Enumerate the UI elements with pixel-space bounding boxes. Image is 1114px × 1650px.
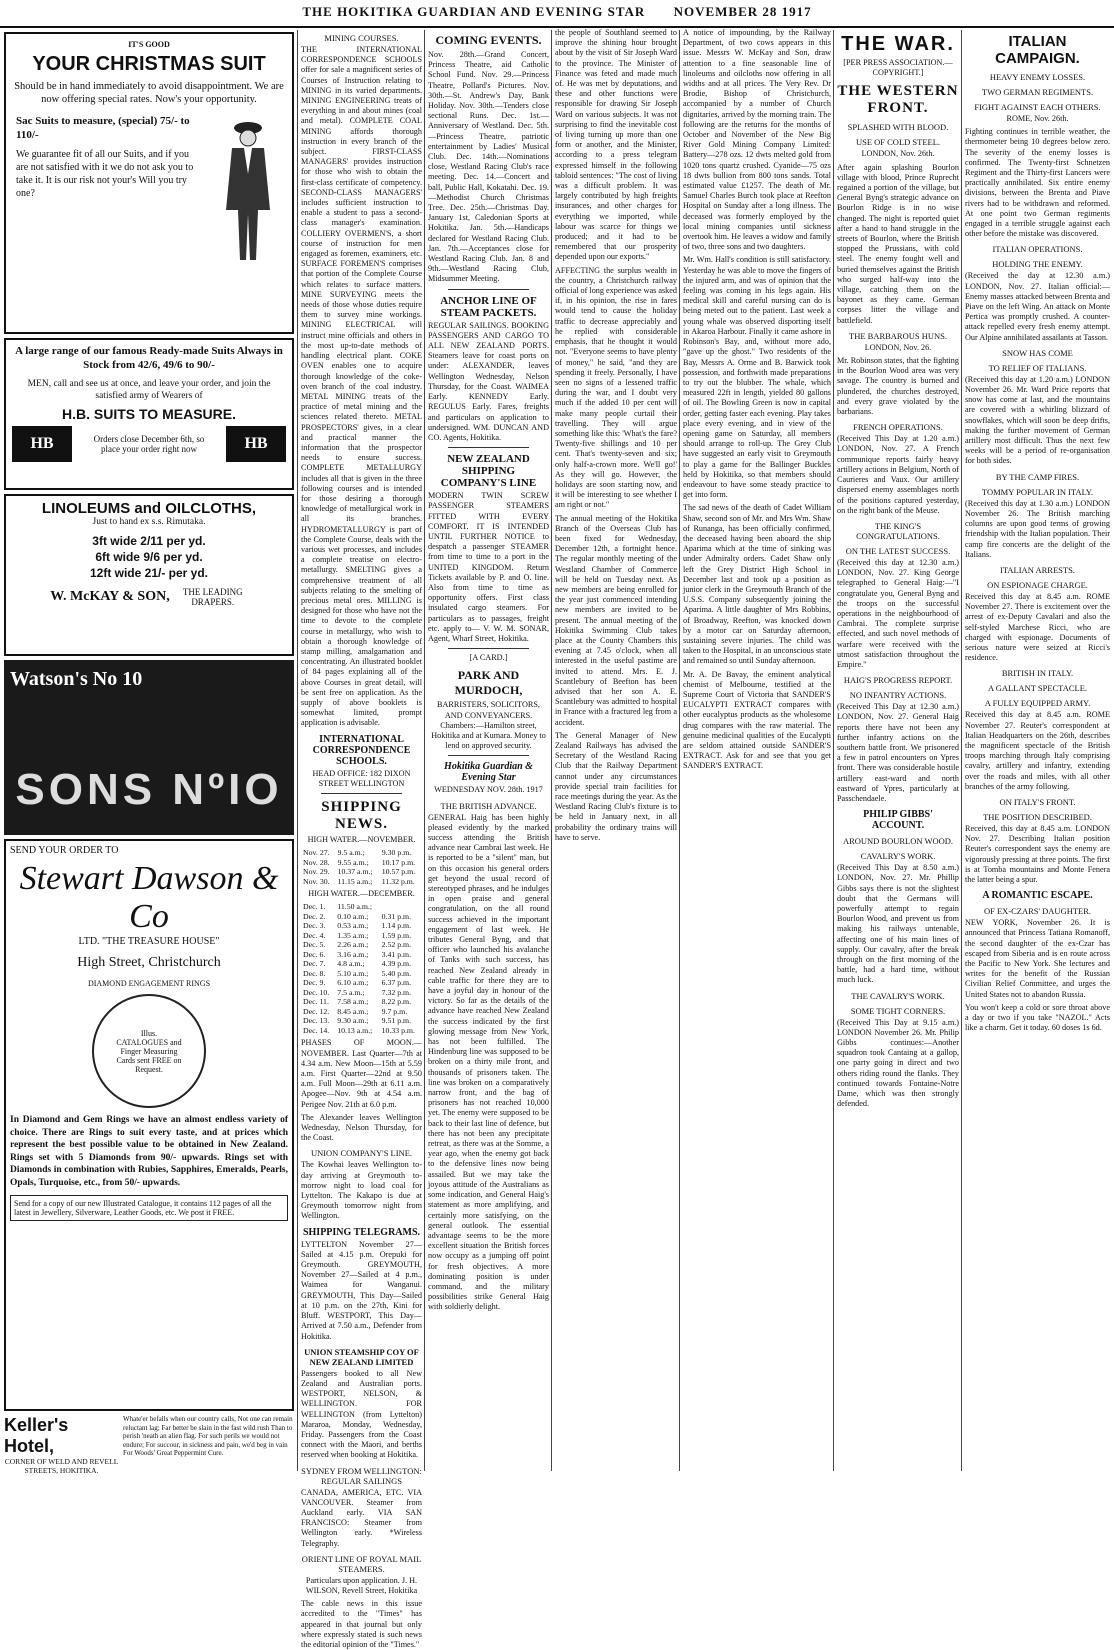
position-heading: THE POSITION DESCRIBED. — [983, 811, 1092, 822]
kings-body: (Received this day at 12.30 a.m.) LONDON, Nov. 27. King George telegraphed to General Haig:—"I congratulate you, General Byng and the troops on the successful operations in the neighbourhood of Cambrai. The complete surprise effected, and such novel methods of warfare were received with the utmost satisfaction throughout the Empire." — [837, 557, 959, 669]
splashed-heading: SPLASHED WITH BLOOD. — [847, 122, 949, 133]
send-order-text: SEND YOUR ORDER TO — [10, 845, 119, 856]
french-ops-body: (Received This Day at 1.20 a.m.) LONDON, Nov. 27. A French communique reports fairly heavy artillery actions in Belgium, North of Caurieres and Vaux. Our artillery dispersed enemy assemblages north of the positions captured yesterday, on the right bank of the Meuse. — [837, 434, 959, 515]
hb-suit-advert — [4, 32, 294, 334]
column-5 — [683, 28, 831, 1473]
mckay-name: W. McKAY & SON, — [50, 589, 170, 604]
linoleum-sub: Just to hand ex s.s. Rimutaka. — [92, 517, 206, 527]
tide-cell: 3.41 p.m. — [381, 949, 412, 959]
tide-row — [301, 988, 422, 998]
mckay-sub: THE LEADING DRAPERS. — [182, 587, 243, 607]
tide-cell: Nov. 28. — [303, 857, 330, 867]
tide-row — [301, 969, 422, 979]
cavalry-work-heading: THE CAVALRY'S WORK. — [851, 990, 945, 1001]
tide-cell: 7.32 p.m. — [381, 987, 412, 997]
tide-cell: Dec. 8. — [303, 968, 326, 978]
tide-cell: 10.33 p.m. — [381, 1025, 415, 1035]
park-murdoch-heading: PARK AND MURDOCH, — [454, 668, 523, 698]
mining-courses-text: THE INTERNATIONAL CORRESPONDENCE SCHOOLS offer for sale a magnificent series of Courses of Instruction relating to MINING in its varied departments. MINING ENGINEERING treats of everything in and about mines (coal and metal). COMPLETE COAL MINING affords thorough instruction in every branch of the subject. FIRST-CLASS MANAGERS' provides instruction for those who wish to obtain the first-class certificate of competency. SECOND-CLASS MANAGERS' includes sufficient instruction to enable a student to pass a second-class manager's examination. COLLIERY OVERMEN'S, a short course of instruction for men engaged as foremen, examiners, etc. SURFACE FOREMEN'S comprises that portion of the Complete Course which relates to surface matters. MINE SURVEYING meets the needs of those whose duties require them to survey mine workings. MINING ELECTRICAL will instruct mine officials and others in the most up-to-date methods of handling electrical plant. COKE OVEN enables one to acquire thorough knowledge of the coke-oven branch of the coal industry. METAL MINING treats of the practice of metal mining and the sciences related thereto. METAL PROSPECTORS' gives, in a clear and practical manner the information that the prospector needs to ensure success. COMPLETE METALLURGY includes all that is given in the three following courses and is intended for those desiring a thorough knowledge of metallurgical work in all its branches. HYDROMETALLURGY is part of the Complete Course, deals with the various wet processes, and includes a complete treatise on electro-metallurgy. SMELTING gives a comprehensive treatment of all subjects relating to the smelting of precious metal ores. MILLING is designed for those who have not the time to devote to the complete course in metallurgy, who wish to obtain a thorough knowledge of stamp milling, amalgamation and concentrating. An illustrated booklet of 84 pages explaining all of the above Courses in great detail, will be sent free on application. As the supply of above booklets is somewhat limited, prompt application is advisable. — [301, 45, 422, 728]
tide-cell: 9.7 p.m. — [381, 1006, 408, 1016]
local-news-c: The annual meeting of the Hokitika Branch of the Overseas Club has been fixed for Wednesday, December 12th, a fortnight hence. The regular monthly meeting of the Westland Chamber of Commerce will be held on Tuesday next. As new members are being enrolled for the year just commenced intending new members are invited to be present. The annual meeting of the Hokitika Swimming Club takes place at the County Chambers this evening at 7.45 o'clock, when all interested in the useful pastime are invited to attend. Mrs. E. J. Scantlebury of Beefton has been advised that her son A. E. Scantlebury was admitted to hospital in France with a fractured leg from a accident. — [555, 513, 677, 727]
tide-cell: 11.50 a.m.; — [337, 902, 373, 912]
tailor-figure-illustration — [212, 114, 284, 264]
italian-body-g: Received, this day at 8.45 a.m. LONDON Nov. 27. Describing Italian position Reuter's correspondent says the enemy are vigorously pressing at three points. The first is at Tomba mountains and Monte Fenera the latter being a spur. — [965, 823, 1110, 884]
tide-cell: 6.37 p.m. — [381, 978, 412, 988]
suit-price: Sac Suits to measure, (special) 75/- to 110/- — [16, 115, 190, 141]
lino-price-row: 6ft wide 9/6 per yd. — [95, 550, 203, 564]
tide-cell: 5.40 p.m. — [381, 968, 412, 978]
editorial-a: the people of Southland seemed to improve the shining hour brought about by the visit of Sir Joseph Ward to the province. The Minister of Finance was feted and made much of. He was met by deputations, and these and other functions were responsible for drawing Sir Joseph Ward on various subjects. It was not surprising to find the inevitable cost of living turning up more than one form or another, and the Minister, according to a press telegram expressed himself in the following tabloid sentences: "The cost of living was a difficult problem. It was largely contributed by high freights insurances, and other charges for everything we imported, while labour was scarce for things we produced; and it had to be remembered that our prosperity depended upon our exports." — [555, 28, 677, 262]
tide-table-november — [301, 848, 422, 886]
card-label: [A CARD.] — [469, 653, 508, 663]
tide-cell: 6.10 a.m.; — [337, 978, 369, 988]
local-items-c: The sad news of the death of Cadet William Shaw, second son of Mr. and Mrs Wm. Shaw of Runanga, has been officially confirmed, the deceased having been aboard the ship Aparima which at the time of sinking was under Admiralty orders. Cadet Shaw only left the Grey District High School in December last and took up a position as junior clerk in the Greymouth Branch of the U.S.S. Company subsequently joining the Aparima. A little daughter of Mrs Robbins, of Broadway, Reefton, was knocked down by a motor car on Saturday afternoon, sustaining severe injuries. The child was taken to the Hospital, in an unconscious state and remained so until Sunday afternoon. — [683, 503, 831, 666]
orient-line-heading: ORIENT LINE OF ROYAL MAIL STEAMERS. — [301, 1553, 422, 1574]
italian-body-b: (Received the day at 12.30 a.m.) LONDON, Nov. 27. Italian official:—Enemy masses attacked between Brenta and Piave on the left Wing. An attack on Monte Pertica was promptly crushed. A counter-attack repelled every fresh enemy attempt. Our Alpine annihilated assailants at Tasson. — [965, 271, 1110, 342]
tide-cell: 10.57 p.m. — [381, 867, 416, 877]
rings-inner-text: Illus. CATALOGUES and Finger Measuring Cards sent FREE on Request. — [116, 1028, 182, 1074]
editorial-b: AFFECTING the surplus wealth in the country, a Christchurch railway official of long experience was asked if, in his opinion, the rise in fares would tend to cause the holiday traffic to decrease appreciably and he replied with considerable emphasis, that he thought it would not. "Everyone seems to have plenty of money," he said, "and they are spending it freely. Personally, I have seen no signs of a lessened traffic during the war, and I doubt very much if the added 10 per cent will make many people curtail their travelling. They will argue something like this: 'What's the fare? Twenty-five shillings and 10 per cent. That's twenty-seven and six; only half-a-crown more. We'll go!' As they will go. However, the holidays are soon starting now, and it will be interesting to see whether I am right or not." — [555, 265, 677, 510]
alexander-notice: The Alexander leaves Wellington Wednesday, Nelson Thursday, for the Coast. — [301, 1112, 422, 1143]
tide-row — [301, 867, 422, 877]
suit-advert-title: YOUR CHRISTMAS SUIT — [32, 53, 266, 75]
paper-title: Hokitika Guardian & Evening Star — [444, 761, 533, 784]
ready-made-text: A large range of our famous Ready-made Suits Always in Stock from 42/6, 49/6 to 90/- — [15, 345, 283, 371]
italian-body-a: Fighting continues in terrible weather, the thermometer being 10 degrees below zero. The severity of the enemy losses is confirmed. The Twenty-first Schnetzen Regiment and the Thirty-first Lancers were practically annihilated. Six entire enemy divisions, between the Brenta and Piave rivers had to be withdrawn and reformed. At one point two German regiments engaged in a terrible struggle against each other before the mistake was discovered. — [965, 127, 1110, 239]
park-murdoch-body: BARRISTERS, SOLICITORS, AND CONVEYANCERS. Chambers:—Hamilton street, Hokitika and at Kumara. Money to lend on approved security. — [431, 700, 546, 751]
masthead — [0, 0, 1114, 28]
stewart-address: High Street, Christchurch — [77, 955, 221, 970]
men-call-text: MEN, call and see us at once, and leave your order, and join the satisfied army of Wearers of — [27, 379, 271, 401]
arrests-heading: ITALIAN ARRESTS. — [1000, 564, 1075, 575]
tide-cell: 1.35 a.m.; — [337, 930, 369, 940]
local-items-a: A notice of impounding, by the Railway Department, of two cows appears in this issue. Messrs W. McKay and Son, draw attention to a fine seasonable line of linoleums and oilcloths now offering in all widths and at all prices. The Very Rev. Dr Brodie, Bishop of Christchurch, accompanied by a number of Church dignitaries, arrived by the morning train. The following are the returns for the months of October and November of the New Big River Gold Mining Company Limited: Battery—278 ozs. 12 dwts melted gold from 1020 tons quartz crushed. Cyanide—75 ozs 18 dwts bullion from 800 tons sands. Total estimated value £1257. The death of Mr. Samuel Charles Burch took place at Reefton Hospital on Sunday after a long illness. The deceased was formerly employed by the local mining companies until sickness overtook him. He leaves a widow and family of two, three sons and two daughters. — [683, 28, 831, 252]
cavalry-heading: CAVALRY'S WORK. — [860, 851, 936, 862]
tide-cell: Dec. 5. — [303, 940, 326, 950]
czar-daughter-heading: OF EX-CZARS' DAUGHTER. — [983, 906, 1092, 917]
holding-heading: HOLDING THE ENEMY. — [992, 259, 1083, 270]
watsons-title: Watson's No 10 — [10, 668, 143, 690]
anchor-line-body: REGULAR SAILINGS. BOOKING PASSENGERS AND CARGO TO ALL NEW ZEALAND PORTS. Steamers leave for coast ports on under: ALEXANDER, leaves Wellington Wednesday, Nelson Thursday, for the Coast. WAIMEA Early. KENNEDY Early. REGULUS Early. Fares, freights and particulars on application to undersigned. WM. DUNCAN AND CO. Agents, Hokitika. — [428, 320, 549, 442]
bourlon-heading: AROUND BOURLON WOOD. — [842, 836, 954, 847]
newspaper-title: THE HOKITIKA GUARDIAN AND EVENING STAR — [302, 4, 646, 19]
tide-row — [301, 1007, 422, 1017]
tide-row — [301, 921, 422, 931]
tide-cell: 0.31 p.m. — [381, 911, 412, 921]
cable-news-note: The cable news in this issue accredited to the "Times" has appeared in that journal but only where expressly stated is such news the editorial opinion of the "Times." — [301, 1599, 422, 1649]
kings-congrats-heading: THE KING'S CONGRATULATIONS. — [856, 520, 940, 541]
issue-date: NOVEMBER 28 1917 — [673, 4, 812, 19]
orders-close: Orders close December 6th, so place your order right now — [93, 434, 205, 454]
dateline: LONDON, Nov. 26. — [864, 342, 932, 352]
tide-cell — [380, 902, 422, 912]
column-rule — [424, 30, 425, 1471]
tide-row — [301, 902, 422, 912]
italys-front-heading: ON ITALY'S FRONT. — [999, 796, 1076, 807]
ready-made-advert — [4, 338, 294, 490]
rings-circle-label: DIAMOND ENGAGEMENT RINGS — [87, 979, 211, 988]
gibbs-heading: PHILIP GIBBS' ACCOUNT. — [863, 809, 933, 832]
union-steamship-body: Passengers booked to all New Zealand and Australian ports. WESTPORT, NELSON, & WELLINGTON. FOR WELLINGTON (from Lyttelton) Mararoa, Monday, Wednesday, Friday. Passengers from the Coast connect with the Maori, and berths reserved when booking at Hokitika. — [301, 1368, 422, 1460]
tide-cell: 1.59 p.m. — [381, 930, 412, 940]
nazol-advert: You won't keep a cold or sore throat above a day or two if you take "NAZOL." Acts like a charm. Get it today. 60 doses 1s 6d. — [965, 1002, 1110, 1033]
stewart-ltd: LTD. "THE TREASURE HOUSE" — [78, 936, 220, 947]
hb-suits-title: H.B. SUITS TO MEASURE. — [62, 406, 236, 422]
suit-tag: IT'S GOOD — [128, 40, 170, 49]
lino-price-row: 12ft wide 21/- per yd. — [89, 566, 209, 580]
haig-report-heading: HAIG'S PROGRESS REPORT. — [843, 675, 953, 686]
british-advance-body: GENERAL Haig has been highly pleased evidently by the marked success attending the British advance near Cambrai last week. He is reported to be a "silent" man, but on this occasion his general orders get beyond the usual record of stereotyped phrases, and he indulges in open praise and general congratulation, on the all round success achieved in the important engagement of last week. He tributes General Byng, and that officer who launched his avalanche of Tanks with such success, has reached New Zealand already in cable traffic for there they are to have a joyful day in honour of the victory. So far as the details of the advance have reached New Zealand the success indicated by the first glowing message from New York, has not been fulfilled. The Hindenburg line was supposed to be broken on a thirty mile front, and thousands of prisoners taken. The line was broken on a comparatively narrow front, and the bag of prisoners has not reached 10,000 yet. The enemy were supposed to be back to their last line of defence, but there has not been any precipitate retreat, as there was at the Somme, a year ago, when the enemy got back to the defensive lines now being assailed. But we may take the joyous attitude of the Australians as some indication, and General Haig's statement as more amplifying, and certainly more satisfying, on the general outlook. The essential advantage seems to be the more excellent situation the British forces now occupy as a jumping off point for fresh objectives. A more dominating position is under command, and the military possibilities strike General Haig with soldierly delight. — [428, 812, 549, 1312]
gibbs-body: (Received This Day at 8.50 a.m.) LONDON, Nov. 27. Mr. Phillip Gibbs says there is not the slightest doubt that the Germans will powerfully attempt to regain Bourlon Wood, and prevent us from making his railways untenable, affecting one of his main lines of supply. Our cavalry, after the break through on the first morning of the battle, had a hard time, without much luck. — [837, 863, 959, 985]
linoleum-advert — [4, 494, 294, 656]
tide-cell: 5.10 a.m.; — [337, 968, 369, 978]
column-2 — [301, 28, 422, 1649]
press-association: [PER PRESS ASSOCIATION.—COPYRIGHT.] — [843, 58, 953, 78]
tight-corners-heading: SOME TIGHT CORNERS. — [850, 1005, 946, 1016]
rings-body: In Diamond and Gem Rings we have an almost endless variety of choice. There are Rings to suit every taste, and at prices which represent the best possible value to be obtained in New Zealand. Rings set with 5 Diamonds from 90/- upwards. Rings set with Diamonds in combination with Rubies, Sapphires, Emeralds, Pearls, Opals, Turquoise, etc., from 50/- upwards. — [10, 1115, 288, 1188]
tide-cell: Dec. 12. — [303, 1006, 330, 1016]
column-rule — [961, 30, 962, 1471]
peppermint-advert: Whate'er befalls when our country calls, Not one can remain reluctant lag; Far better be slain in the fast wild rush Than to perish 'neath an alien flag. For such perils we would not endure; For succour, in sickness and pain, we'd beg in vain For Woods' Great Peppermint Cure. — [123, 1415, 293, 1457]
watsons-banner: SONS NºIO — [15, 765, 283, 814]
tide-cell: 10.13 a.m.; — [337, 1025, 373, 1035]
sydney-heading: SYDNEY FROM WELLINGTON: REGULAR SAILINGS — [301, 1465, 422, 1486]
tide-cell: 0.53 a.m.; — [337, 921, 369, 931]
relief-heading: TO RELIEF OF ITALIANS. — [988, 362, 1087, 373]
suit-guarantee: We guarantee fit of all our Suits, and if you are not satisfied with it we do not ask you to take it. It is our risk not your's Will you try one? — [16, 149, 194, 199]
shipping-news-heading: SHIPPING NEWS. — [321, 799, 402, 833]
tide-cell: 10.17 p.m. — [381, 857, 416, 867]
coming-events-heading: COMING EVENTS. — [435, 33, 542, 47]
tide-cell: Dec. 6. — [303, 949, 326, 959]
tide-row — [301, 959, 422, 969]
tide-cell: Nov. 30. — [303, 876, 330, 886]
italian-body-f: Received this day at 8.45 a.m. ROME November 27. Reuter's correspondent at Italian Headquarters on the 26th, describes the magnificent spectacle of the British troops marching through Italy comprising cavalry, artillery and infantry, extending over the roads and miles, with all other branches of the army following. — [965, 710, 1110, 791]
no-infantry-heading: NO INFANTRY ACTIONS. — [849, 690, 947, 701]
ics-title: INTERNATIONAL CORRESPONDENCE SCHOOLS. — [312, 733, 411, 767]
tide-row — [301, 978, 422, 988]
column-7 — [965, 28, 1110, 1473]
watsons-advert-image — [4, 660, 294, 835]
haig-body: (Received This Day at 12.30 a.m.) LONDON, Nov. 27. General Haig reports there have not been any further infantry actions on the southern battle front. We prisonered a few in patrol encounters on Ypres front. There was considerable hostile artillery east-ward and north eastward of Ypres, particularly at Passchendaele. — [837, 702, 959, 803]
italian-ops-heading: ITALIAN OPERATIONS. — [992, 244, 1083, 255]
tide-cell: 1.14 p.m. — [381, 921, 412, 931]
army-heading: A FULLY EQUIPPED ARMY. — [984, 698, 1091, 709]
stewart-dawson-advert — [4, 839, 294, 1411]
column-3 — [428, 28, 549, 1473]
french-ops-heading: FRENCH OPERATIONS. — [853, 422, 943, 433]
tide-cell: Dec. 13. — [303, 1016, 330, 1026]
column-rule — [297, 30, 298, 1471]
advert-column — [4, 28, 294, 1473]
hb-logo: HB — [12, 426, 72, 462]
tide-cell: Dec. 2. — [303, 911, 326, 921]
tide-cell: 11.15 a.m.; — [337, 876, 373, 886]
tide-row — [301, 877, 422, 887]
column-rule — [679, 30, 680, 1471]
tide-cell: 7.58 a.m.; — [337, 997, 369, 1007]
tide-cell: 2.52 p.m. — [381, 940, 412, 950]
snow-heading: SNOW HAS COME — [1002, 347, 1073, 358]
tide-cell: 9.55 a.m.; — [337, 857, 369, 867]
tide-cell: Nov. 29. — [303, 867, 330, 877]
tide-cell: Dec. 14. — [303, 1025, 330, 1035]
tide-cell: Dec. 7. — [303, 959, 326, 969]
cold-steel-heading: USE OF COLD STEEL. — [855, 137, 941, 148]
latest-success-heading: ON THE LATEST SUCCESS. — [845, 545, 951, 556]
tide-cell: Nov. 27. — [303, 848, 330, 858]
tide-cell: 9.51 p.m. — [381, 1016, 412, 1026]
huns-body: Mr. Robinson states, that the fighting in the Bourlon Wood area was very savage. The country is burned and plundered, the churches destroyed, and every grave violated by the barbarians. — [837, 356, 959, 417]
spectacle-heading: A GALLANT SPECTACLE. — [987, 683, 1088, 694]
tide-cell: 9.30 a.m.; — [337, 1016, 369, 1026]
sanders-extract: Mr. A. De Bavay, the eminent analytical chemist of Melbourne, testified at the Supreme Court of Victoria that SANDER'S EUCALYPTI EXTRACT compares with other eucalyptus products as the wholesome drug compares with the raw material. The genuine medicinal qualities of the Eucalypti are seldom attained outside SANDER'S EXTRACT. Ask for and see that you get SANDER'S EXTRACT. — [683, 669, 831, 771]
italian-body-e: Received this day at 8.45 a.m. ROME November 27. There is excitement over the arrest of ex-Deputy Cavalari and also the self-styled Marchese Ricci, who are charged with espionage. Documents of serious nature were seized at Ricci's residence. — [965, 591, 1110, 663]
column-4 — [555, 28, 677, 1473]
shipping-telegrams-body: LYTTELTON November 27—Sailed at 4.15 p.m. Orepuki for Greymouth. GREYMOUTH, November 27—Sailed at 4 p.m., Waimea for Wanganui. GREYMOUTH, This Day—Sailed at 10 p.m. on the 27th, Kini for Bluff. WESTPORT, This Day—Arrived at 7.50 a.m., Defender from Hokitika. — [301, 1239, 422, 1341]
italian-body-c: (Received this day at 1.20 a.m.) LONDON November 26. Mr. Ward Price reports that snow has come at last, and the mountains are covered with a whirling blizzard of snowflakes, which will soon be deep drifts, making the further movement of German artillery most difficult. Thus the next few weeks will be a period of re-organisation for both sides. — [965, 374, 1110, 466]
tide-row — [301, 858, 422, 868]
british-advance-heading: THE BRITISH ADVANCE. — [440, 800, 537, 811]
tide-cell: 3.16 a.m.; — [337, 949, 369, 959]
mining-heading: MINING COURSES. — [324, 33, 399, 43]
ics-address: HEAD OFFICE: 182 DIXON STREET WELLINGTON — [312, 768, 411, 788]
union-line-heading: UNION COMPANY'S LINE. — [310, 1148, 413, 1159]
camp-fires-heading: BY THE CAMP FIRES. — [995, 471, 1080, 482]
british-italy-heading: BRITISH IN ITALY. — [1001, 668, 1074, 679]
western-front-heading: THE WESTERN FRONT. — [837, 83, 959, 117]
tide-cell: 0.10 a.m.; — [337, 911, 369, 921]
kellers-hotel: Keller's Hotel, — [4, 1415, 69, 1456]
canada-notice: CANADA, AMERICA, ETC. VIA VANCOUVER. Steamer from Auckland early. VIA SAN FRANCISCO: Steamer from Wellington early. *Wireless Telegraphy. — [301, 1487, 422, 1548]
tide-cell: Dec. 9. — [303, 978, 326, 988]
tide-cell: 2.26 a.m.; — [337, 940, 369, 950]
ring-catalogue-illustration — [92, 994, 206, 1108]
tide-row — [301, 950, 422, 960]
huns-heading: THE BARBAROUS HUNS. — [849, 330, 947, 341]
tide-cell: Dec. 10. — [303, 987, 330, 997]
two-regiments-heading: TWO GERMAN REGIMENTS. — [981, 87, 1094, 97]
tide-row — [301, 997, 422, 1007]
stewart-dawson-logo: Stewart Dawson & Co — [19, 860, 279, 935]
tide-row — [301, 940, 422, 950]
tide-row — [301, 1026, 422, 1036]
moon-phases: PHASES OF MOON.—NOVEMBER. Last Quarter—7th at 4.34 a.m. New Moon—15th at 5.59 a.m. First Quarter—22nd at 9.50 a.m. Full Moon—29th at 6.11 a.m. Apogee—Nov. 9th at 4.54 a.m. Perigee Nov. 21th at 6.0 p.m. — [301, 1038, 422, 1109]
tide-table-december — [301, 902, 422, 1035]
column-rule — [551, 30, 552, 1471]
tight-corners-body: (Received This Day at 9.15 a.m.) LONDON November 26. Mr. Philip Gibbs continues:—Another squadron took Cantaing at a gallop, one party going in direct and two others riding round the flanks. They continued towards Fontaine-Notre Dame, which was then strongly defended. — [837, 1017, 959, 1109]
dateline: LONDON, Nov. 26th. — [861, 149, 935, 159]
send-catalogue: Send for a copy of our new Illustrated Catalogue, it contains 112 pages of all the latest in Jewellery, Silverware, Leather Goods, etc. We post it FREE. — [10, 1195, 288, 1221]
romantic-escape-heading: A ROMANTIC ESCAPE. — [982, 890, 1093, 902]
tide-cell: 4.39 p.m. — [381, 959, 412, 969]
tide-cell: 7.5 a.m.; — [337, 987, 365, 997]
western-body-a: After again splashing Bourlon village with blood, Prince Ruprecht regained a portion of the village, but General Byng's strategic advance on Bourlon Ridge is in no wise changed. The night is reported quiet after a hand to hand struggle in the streets of Bourlon, where the British stopped the Prussians, with cold steel. The enemy fought well and buried themselves against the British who surged half-way into the village, catching them on the bayonet as they came. German corpses litter the village and battlefield. — [837, 162, 959, 325]
italian-campaign-heading: ITALIAN CAMPAIGN. — [995, 33, 1080, 67]
shipping-telegrams-heading: SHIPPING TELEGRAMS. — [302, 1226, 421, 1238]
tide-cell: 10.37 a.m.; — [337, 867, 373, 877]
romantic-escape-body: NEW YORK, November 26. It is announced that Princess Tatiana Romanoff, the second daughter of the ex-Czar has escaped from Siberia and is en route across the Pacific to New York. She lectures and writes for the benefit of the Russian Civilian Relief Committee, and urges the United States not to abandon Russia. — [965, 918, 1110, 999]
local-news-d: The General Manager of New Zealand Railways has advised the Secretary of the Westland Racing Club that the Railway Department cannot under any circumstances provide special train facilities for race meetings during the year. As the Westland Racing Club's fixture is to be held in January next, in all probability the ordinary trains will have to serve. — [555, 730, 677, 842]
tide-row — [301, 848, 422, 858]
tide-cell: 11.32 p.m. — [381, 876, 415, 886]
dateline: ROME, Nov. 26th. — [1006, 114, 1069, 123]
suit-advert-body: Should be in hand immediately to avoid disappointment. We are now offering special rates. Now's your opportunity. — [14, 81, 284, 105]
anchor-line-heading: ANCHOR LINE OF STEAM PACKETS. — [440, 294, 537, 319]
tide-cell: Dec. 11. — [303, 997, 329, 1007]
linoleum-title: LINOLEUMS and OILCLOTHS, — [41, 500, 257, 517]
tide-cell: 9.5 a.m.; — [337, 848, 365, 858]
tide-cell: 8.45 a.m.; — [337, 1006, 369, 1016]
union-line-body: The Kowhai leaves Wellington to-day arriving at Greymouth to-morrow night to load coal for Lyttelton. The Kakapo is due at Greymouth tomorrow night from Wellington. — [301, 1160, 422, 1221]
high-water-nov-heading: HIGH WATER.—NOVEMBER. — [307, 835, 416, 845]
kellers-address: CORNER OF WELD AND REVELL STREETS, HOKITIKA. — [4, 1457, 119, 1475]
high-water-dec-heading: HIGH WATER.—DECEMBER. — [308, 889, 415, 899]
column-rule — [833, 30, 834, 1471]
tide-cell: 9.30 p.m. — [381, 848, 412, 858]
coming-events-body: Nov. 28th.—Grand Concert, Princess Theatre, aid Catholic School Fund. Nov. 29.—Princess Theatre, Pollard's Pictures. Nov. 30th.—St. Andrew's Day, Bank Holiday. Nov. 30th.—Tenders close sectional Runs. Dec. 1st.—Anniversary of Westland. Dec. 5th.—Princess Theatre, patriotic entertainment by Ladies' Musical Club. Dec. 14th.—Nominations close, Westland Racing Club's race meeting. Dec. 14.—Concert and ball, Public Hall, Kokatahi. Dec. 19.—Methodist Church Christmas Tree. Dec. 25th.—Christmas Day. January 1st, Caledonian Sports at Hokitika. Jan. 5th.—Handicaps declared for Westland Racing Club. Jan. 7th.—Acceptances close for Westland Racing Club. Jan. 8 and 9th.—Westland Racing Club, Midsummer Meeting. — [428, 50, 549, 284]
tide-cell: 4.8 a.m.; — [337, 959, 365, 969]
tide-row — [301, 1016, 422, 1026]
fight-each-other-heading: FIGHT AGAINST EACH OTHERS. — [974, 102, 1101, 112]
espionage-heading: ON ESPIONAGE CHARGE. — [987, 579, 1088, 590]
tide-cell: Dec. 1. — [303, 902, 326, 912]
lino-price-row: 3ft wide 2/11 per yd. — [92, 534, 206, 548]
tommy-heading: TOMMY POPULAR IN ITALY. — [981, 486, 1094, 497]
hb-logo: HB — [226, 426, 286, 462]
nz-shipping-heading: NEW ZEALAND SHIPPING COMPANY'S LINE — [440, 453, 537, 490]
local-items-b: Mr. Wm. Hall's condition is still satisfactory. Yesterday he was able to move the fingers of the injured arm, and was of opinion that the feeling was coming in his legs again. His medical skill and careful nursing can do is being meted out to the patient. Last week a young whale was observed disporting itself in Akaroa Harbour. Finally it came ashore in Robinson's Bay, and, without more ado, "gave up the ghost." Two residents of the Bay, Messrs A. Orme and B. Barwick took possession, and forthwith made preparations to try out the blubber. The whale, which measured 22ft in length, yielded 80 gallons of oil. The Bowling Green is now in capital order, getting faster each evening. Play takes place every evening, and in view of the opening game on Saturday, all members should arrange to roll-up. The Grey Club have suggested an early visit to Greymouth to play a game for the Ballinger Buckles held by Hokitika, so that members should endeavour to have some steady practice to get into form. — [683, 255, 831, 500]
tide-row — [301, 912, 422, 922]
union-steamship-heading: UNION STEAMSHIP COY OF NEW ZEALAND LIMITED — [304, 1346, 419, 1367]
tide-row — [301, 931, 422, 941]
paper-date: WEDNESDAY NOV. 28th. 1917 — [434, 785, 543, 795]
heavy-losses-heading: HEAVY ENEMY LOSSES. — [989, 72, 1086, 82]
the-war-heading: THE WAR. — [841, 33, 955, 55]
orient-line-body: Particulars upon application. J. H. WILSON, Revell Street, Hokitika — [305, 1575, 418, 1595]
tide-cell: 8.22 p.m. — [381, 997, 412, 1007]
tide-cell: Dec. 4. — [303, 930, 326, 940]
nz-shipping-body: MODERN TWIN SCREW PASSENGER STEAMERS FITTED WITH EVERY COMFORT. IT IS INTENDED UNTIL FURTHER NOTICE to despatch a passenger STEAMER from time to time to a port in the UNITED KINGDOM. Return Tickets available by P. and O. line. Also from time to time as opportunity offers. First class insulated cargo steamers. For particulars as to passages, freight etc. apply to— V. W. M. SONAR, Agent, Wharf Street, Hokitika. — [428, 491, 549, 643]
tide-cell: Dec. 3. — [303, 921, 326, 931]
column-6 — [837, 28, 959, 1473]
italian-body-d: (Received this day at 1.30 a.m.) LONDON November 26. The British marching columns are upon good terms of growing friendship with the Italian population. Their camp fire concerts are the delight of the Italians. — [965, 498, 1110, 559]
